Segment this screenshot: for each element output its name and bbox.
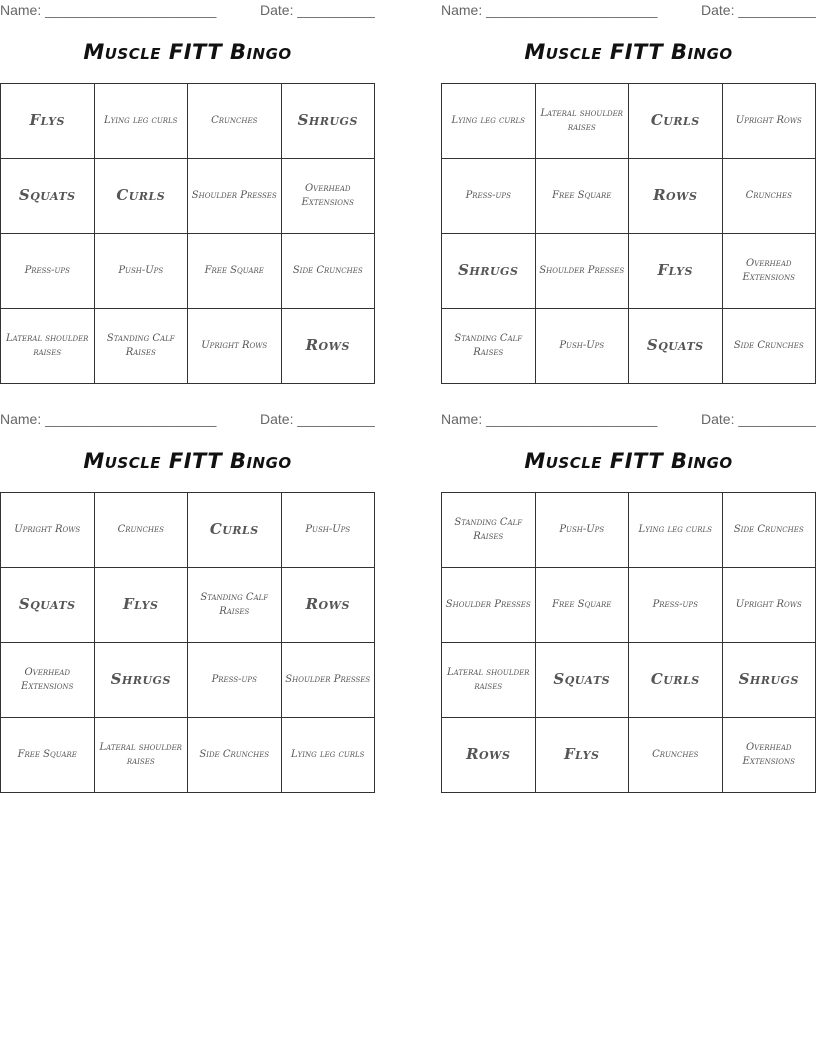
bingo-cell[interactable]: Standing Calf Raises: [188, 568, 282, 643]
bingo-cell[interactable]: Standing Calf Raises: [94, 309, 188, 384]
bingo-cell[interactable]: Upright Rows: [1, 493, 95, 568]
bingo-cell[interactable]: Lying leg curls: [281, 718, 375, 793]
card-title: Muscle FITT Bingo: [524, 40, 733, 64]
bingo-cell[interactable]: Shrugs: [442, 234, 536, 309]
bingo-cell[interactable]: Overhead Extensions: [281, 159, 375, 234]
name-field[interactable]: Name: ______________________: [441, 2, 658, 18]
bingo-cell[interactable]: Free Square: [1, 718, 95, 793]
bingo-row: [442, 84, 816, 159]
bingo-cell[interactable]: Squats: [629, 309, 723, 384]
bingo-cell[interactable]: Curls: [629, 84, 723, 159]
bingo-cell[interactable]: Lying leg curls: [442, 84, 536, 159]
bingo-cell[interactable]: Lying leg curls: [629, 493, 723, 568]
bingo-cell[interactable]: Shoulder Presses: [281, 643, 375, 718]
bingo-cell[interactable]: Curls: [188, 493, 282, 568]
bingo-cell[interactable]: Upright Rows: [722, 568, 816, 643]
bingo-grid: [441, 83, 816, 384]
bingo-cell[interactable]: Shrugs: [94, 643, 188, 718]
bingo-cell[interactable]: Squats: [535, 643, 629, 718]
bingo-row: [1, 84, 375, 159]
bingo-cell[interactable]: Flys: [1, 84, 95, 159]
bingo-row: [442, 234, 816, 309]
bingo-card-2: [441, 0, 816, 365]
date-field[interactable]: Date: __________: [260, 411, 375, 427]
bingo-row: [442, 493, 816, 568]
bingo-cell[interactable]: Curls: [94, 159, 188, 234]
bingo-card-4: [441, 409, 816, 774]
name-date-line: [441, 0, 816, 22]
bingo-row: [442, 568, 816, 643]
bingo-grid: [0, 83, 375, 384]
bingo-cell[interactable]: Press-ups: [188, 643, 282, 718]
bingo-row: [1, 568, 375, 643]
bingo-cell[interactable]: Press-ups: [1, 234, 95, 309]
bingo-grid: [441, 492, 816, 793]
bingo-row: [442, 718, 816, 793]
name-date-line: [0, 409, 375, 431]
bingo-cell[interactable]: Flys: [629, 234, 723, 309]
name-date-line: [441, 409, 816, 431]
bingo-cell[interactable]: Squats: [1, 568, 95, 643]
bingo-row: [442, 643, 816, 718]
bingo-row: [1, 234, 375, 309]
bingo-cell[interactable]: Free Square: [535, 568, 629, 643]
card-title: Muscle FITT Bingo: [83, 449, 292, 473]
bingo-cell[interactable]: Side Crunches: [722, 309, 816, 384]
bingo-row: [442, 159, 816, 234]
bingo-cell[interactable]: Upright Rows: [188, 309, 282, 384]
bingo-cell[interactable]: Lateral shoulder raises: [1, 309, 95, 384]
bingo-cell[interactable]: Crunches: [722, 159, 816, 234]
date-field[interactable]: Date: __________: [260, 2, 375, 18]
bingo-card-1: [0, 0, 375, 365]
bingo-cell[interactable]: Side Crunches: [281, 234, 375, 309]
bingo-cell[interactable]: Flys: [535, 718, 629, 793]
bingo-cell[interactable]: Squats: [1, 159, 95, 234]
bingo-cell[interactable]: Upright Rows: [722, 84, 816, 159]
bingo-cell[interactable]: Lateral shoulder raises: [535, 84, 629, 159]
bingo-cell[interactable]: Push-Ups: [281, 493, 375, 568]
bingo-cell[interactable]: Side Crunches: [188, 718, 282, 793]
name-field[interactable]: Name: ______________________: [0, 2, 217, 18]
bingo-cell[interactable]: Rows: [629, 159, 723, 234]
card-title: Muscle FITT Bingo: [524, 449, 733, 473]
bingo-grid: [0, 492, 375, 793]
bingo-row: [1, 493, 375, 568]
bingo-cell[interactable]: Rows: [281, 309, 375, 384]
name-field[interactable]: Name: ______________________: [0, 411, 217, 427]
date-field[interactable]: Date: __________: [701, 2, 816, 18]
bingo-cell[interactable]: Standing Calf Raises: [442, 493, 536, 568]
bingo-cell[interactable]: Standing Calf Raises: [442, 309, 536, 384]
bingo-cell[interactable]: Free Square: [188, 234, 282, 309]
bingo-card-3: [0, 409, 375, 774]
bingo-cell[interactable]: Crunches: [94, 493, 188, 568]
bingo-cell[interactable]: Lateral shoulder raises: [94, 718, 188, 793]
bingo-row: [1, 643, 375, 718]
bingo-cell[interactable]: Shrugs: [722, 643, 816, 718]
card-title: Muscle FITT Bingo: [83, 40, 292, 64]
bingo-row: [1, 159, 375, 234]
bingo-cell[interactable]: Shoulder Presses: [535, 234, 629, 309]
date-field[interactable]: Date: __________: [701, 411, 816, 427]
bingo-cell[interactable]: Overhead Extensions: [722, 234, 816, 309]
bingo-cell[interactable]: Press-ups: [442, 159, 536, 234]
bingo-cell[interactable]: Shoulder Presses: [188, 159, 282, 234]
bingo-cell[interactable]: Overhead Extensions: [722, 718, 816, 793]
bingo-cell[interactable]: Rows: [442, 718, 536, 793]
bingo-cell[interactable]: Lateral shoulder raises: [442, 643, 536, 718]
bingo-row: [442, 309, 816, 384]
bingo-cell[interactable]: Crunches: [629, 718, 723, 793]
name-date-line: [0, 0, 375, 22]
bingo-cell[interactable]: Crunches: [188, 84, 282, 159]
bingo-cell[interactable]: Shrugs: [281, 84, 375, 159]
bingo-row: [1, 309, 375, 384]
bingo-cell[interactable]: Flys: [94, 568, 188, 643]
name-field[interactable]: Name: ______________________: [441, 411, 658, 427]
bingo-cell[interactable]: Shoulder Presses: [442, 568, 536, 643]
bingo-cell[interactable]: Press-ups: [629, 568, 723, 643]
bingo-cell[interactable]: Side Crunches: [722, 493, 816, 568]
bingo-row: [1, 718, 375, 793]
bingo-cell[interactable]: Curls: [629, 643, 723, 718]
bingo-cell[interactable]: Overhead Extensions: [1, 643, 95, 718]
bingo-cell[interactable]: Push-Ups: [94, 234, 188, 309]
bingo-cell[interactable]: Push-Ups: [535, 309, 629, 384]
bingo-cell[interactable]: Lying leg curls: [94, 84, 188, 159]
bingo-cell[interactable]: Push-Ups: [535, 493, 629, 568]
bingo-cell[interactable]: Free Square: [535, 159, 629, 234]
bingo-cell[interactable]: Rows: [281, 568, 375, 643]
